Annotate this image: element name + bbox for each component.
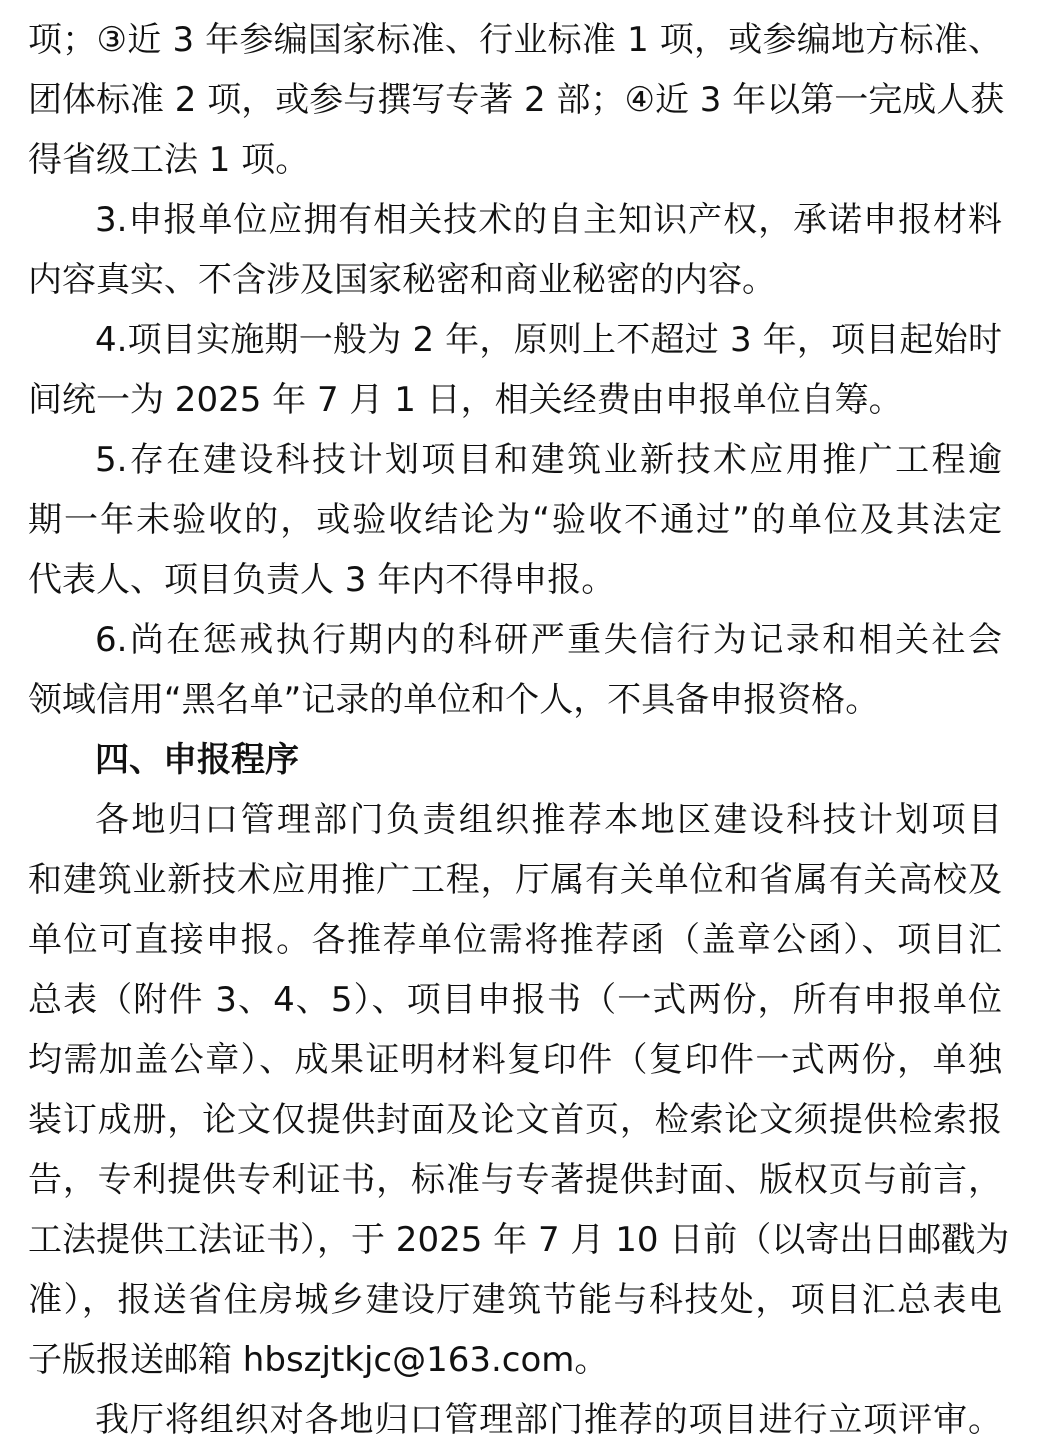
paragraph-line: 项；③近 3 年参编国家标准、行业标准 1 项，或参编地方标准、 [28,20,1002,60]
paragraph-line: 得省级工法 1 项。 [28,140,310,180]
paragraph-line: 和建筑业新技术应用推广工程，厅属有关单位和省属有关高校及 [28,860,1002,900]
paragraph-line: 4.项目实施期一般为 2 年，原则上不超过 3 年，项目起始时 [95,320,1002,360]
paragraph-line: 准），报送省住房城乡建设厅建筑节能与科技处，项目汇总表电 [28,1280,1002,1320]
paragraph-line: 期一年未验收的，或验收结论为“验收不通过”的单位及其法定 [28,500,1002,540]
paragraph-line: 装订成册，论文仅提供封面及论文首页，检索论文须提供检索报 [28,1100,1002,1140]
paragraph-line: 均需加盖公章）、成果证明材料复印件（复印件一式两份，单独 [28,1040,1002,1080]
section-heading: 四、申报程序 [95,740,299,780]
paragraph-line: 代表人、项目负责人 3 年内不得申报。 [28,560,616,600]
paragraph-line: 总表（附件 3、4、5）、项目申报书（一式两份，所有申报单位 [28,980,1002,1020]
paragraph-line: 子版报送邮箱 hbszjtkjc@163.com。 [28,1340,609,1380]
paragraph-line: 内容真实、不含涉及国家秘密和商业秘密的内容。 [28,260,776,300]
paragraph-line: 告，专利提供专利证书，标准与专著提供封面、版权页与前言， [28,1160,1002,1200]
paragraph-line: 团体标准 2 项，或参与撰写专著 2 部；④近 3 年以第一完成人获 [28,80,1005,120]
paragraph-line: 领域信用“黑名单”记录的单位和个人，不具备申报资格。 [28,680,880,720]
paragraph-line: 我厅将组织对各地归口管理部门推荐的项目进行立项评审。 [95,1400,1002,1440]
paragraph-line: 间统一为 2025 年 7 月 1 日，相关经费由申报单位自筹。 [28,380,903,420]
paragraph-line: 3.申报单位应拥有相关技术的自主知识产权，承诺申报材料 [95,200,1002,240]
paragraph-line: 6.尚在惩戒执行期内的科研严重失信行为记录和相关社会 [95,620,1002,660]
paragraph-line: 单位可直接申报。各推荐单位需将推荐函（盖章公函）、项目汇 [28,920,1002,960]
paragraph-line: 5.存在建设科技计划项目和建筑业新技术应用推广工程逾 [95,440,1002,480]
paragraph-line: 各地归口管理部门负责组织推荐本地区建设科技计划项目 [95,800,1002,840]
paragraph-line: 工法提供工法证书），于 2025 年 7 月 10 日前（以寄出日邮戳为 [28,1220,1010,1260]
